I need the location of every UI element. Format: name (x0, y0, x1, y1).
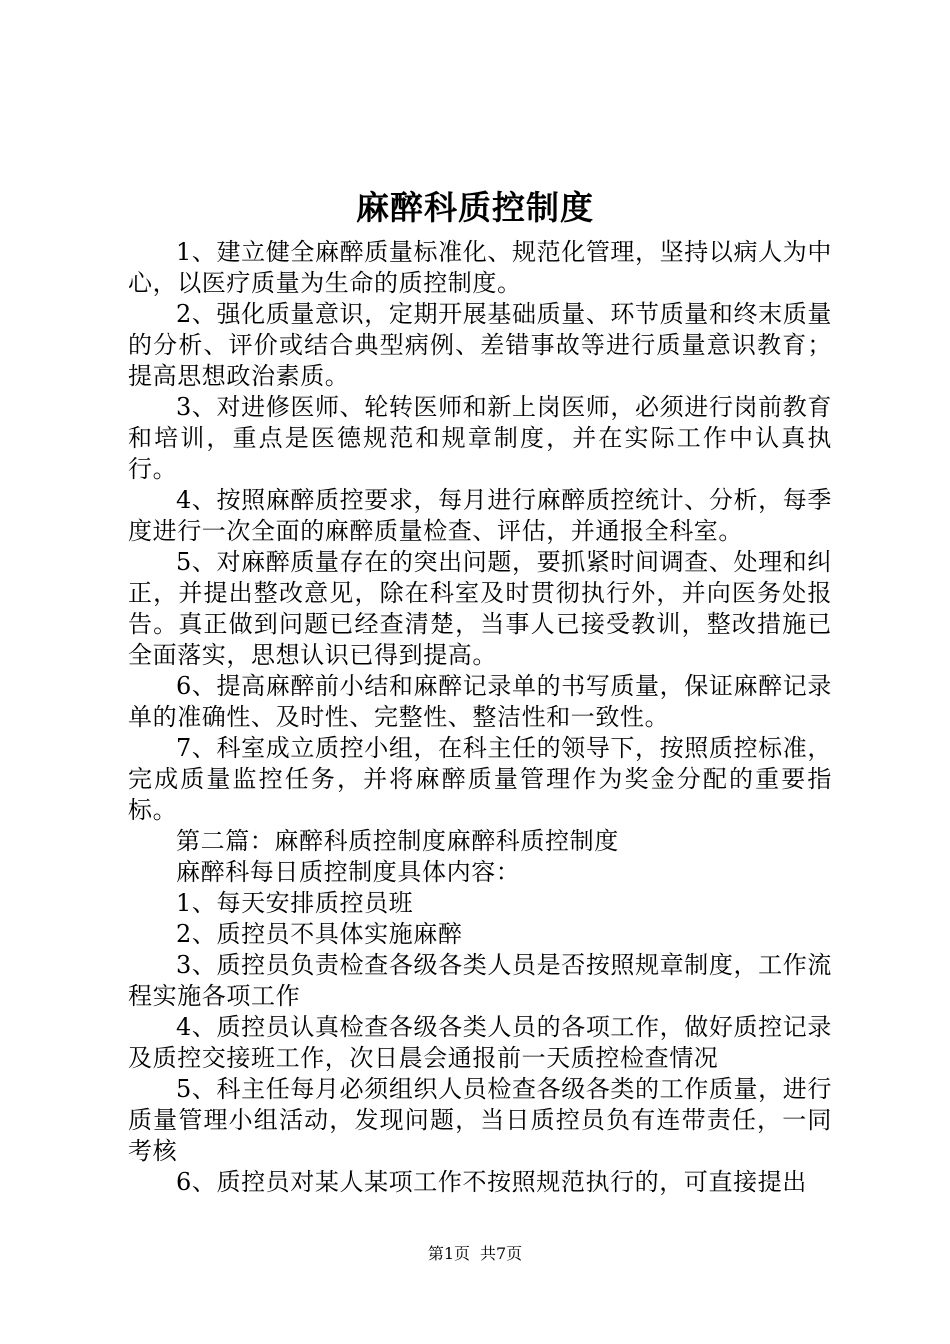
paragraph: 2、质控员不具体实施麻醉 (176, 920, 463, 948)
paragraph: 7、科室成立质控小组，在科主任的领导下，按照质控标准，完成质量监控任务，并将麻醉质量管理作为奖金分配的重要指标。 (128, 734, 832, 824)
paragraph: 4、按照麻醉质控要求，每月进行麻醉质控统计、分析，每季度进行一次全面的麻醉质量检查、评估，并通报全科室。 (128, 486, 832, 545)
paragraph: 2、强化质量意识，定期开展基础质量、环节质量和终末质量的分析、评价或结合典型病例、差错事故等进行质量意识教育；提高思想政治素质。 (128, 300, 832, 390)
document-title: 麻醉科质控制度 (356, 188, 594, 227)
section-heading: 第二篇：麻醉科质控制度麻醉科质控制度 (176, 827, 619, 855)
paragraph: 5、科主任每月必须组织人员检查各级各类的工作质量，进行质量管理小组活动，发现问题，当日质控员负有连带责任，一同考核 (128, 1075, 832, 1165)
page-total: 共7页 (480, 1244, 523, 1263)
paragraph: 5、对麻醉质量存在的突出问题，要抓紧时间调查、处理和纠正，并提出整改意见，除在科室及时贯彻执行外，并向医务处报告。真正做到问题已经查清楚，当事人已接受教训，整改措施已全面落实，思想认识已得到提高。 (128, 548, 832, 669)
paragraph: 1、建立健全麻醉质量标准化、规范化管理，坚持以病人为中心，以医疗质量为生命的质控制度。 (128, 238, 832, 297)
page-footer (0, 1244, 950, 1264)
page-number: 第1页 (427, 1244, 470, 1263)
paragraph: 3、对进修医师、轮转医师和新上岗医师，必须进行岗前教育和培训，重点是医德规范和规章制度，并在实际工作中认真执行。 (128, 393, 832, 483)
paragraph: 麻醉科每日质控制度具体内容： (176, 858, 521, 886)
paragraph: 6、提高麻醉前小结和麻醉记录单的书写质量，保证麻醉记录单的准确性、及时性、完整性、整洁性和一致性。 (128, 672, 832, 731)
paragraph: 3、质控员负责检查各级各类人员是否按照规章制度，工作流程实施各项工作 (128, 951, 832, 1010)
paragraph: 4、质控员认真检查各级各类人员的各项工作，做好质控记录及质控交接班工作，次日晨会通报前一天质控检查情况 (128, 1013, 832, 1072)
paragraph: 6、质控员对某人某项工作不按照规范执行的，可直接提出 (176, 1168, 807, 1196)
document-body (128, 237, 832, 1198)
paragraph: 1、每天安排质控员班 (176, 889, 414, 917)
